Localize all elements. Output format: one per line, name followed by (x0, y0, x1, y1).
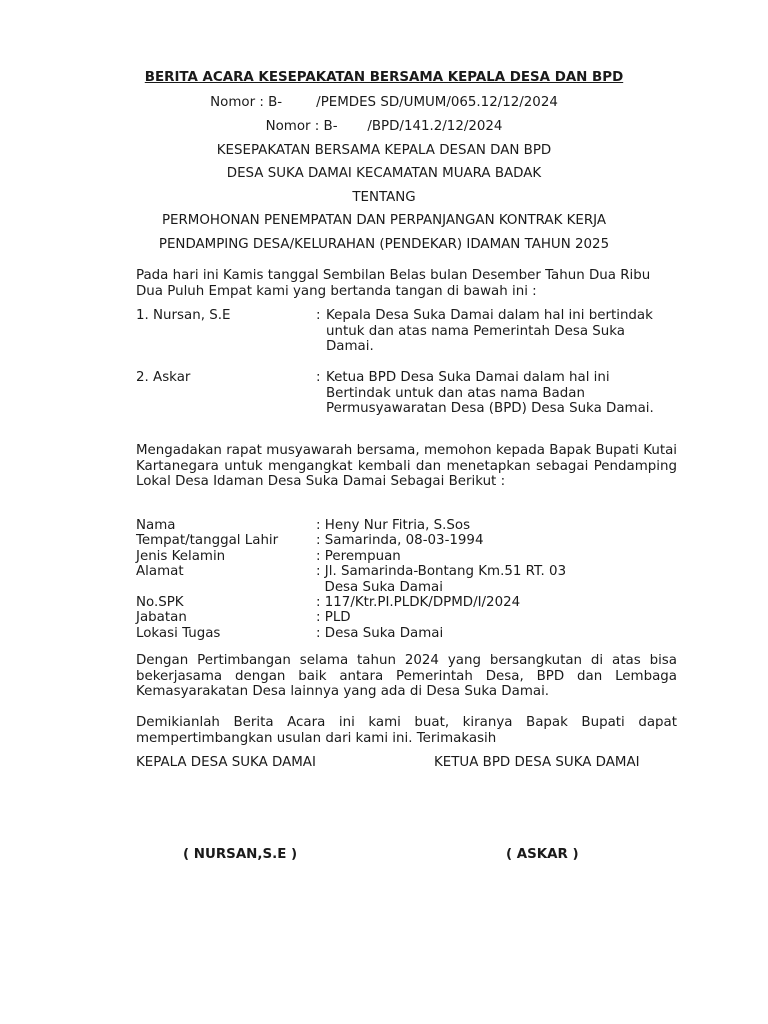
identity-value: Desa Suka Damai (316, 579, 443, 595)
intro-paragraph: Pada hari ini Kamis tanggal Sembilan Belas bulan Desember Tahun Dua Ribu Dua Puluh Empat kami yang bertanda tangan di bawah ini : (136, 268, 651, 299)
member-separator: : (316, 370, 321, 385)
identity-label: Alamat (136, 564, 184, 580)
member-role: Kepala Desa Suka Damai dalam hal ini bertindak untuk dan atas nama Pemerintah Desa Suka Damai. (326, 308, 653, 354)
nomor-pemdes: Nomor : B- /PEMDES SD/UMUM/065.12/12/2024 (210, 95, 558, 110)
member-separator: : (316, 308, 321, 323)
nomor-bpd: Nomor : B- /BPD/141.2/12/2024 (265, 119, 503, 134)
request-paragraph: Mengadakan rapat musyawarah bersama, memohon kepada Bapak Bupati Kutai Kartanegara untuk mengangkat kembali dan menetapkan sebagai Pendamping Lokal Desa Idaman Desa Suka Damai Sebagai Berikut : (136, 443, 677, 489)
member-label: 1. Nursan, S.E (136, 308, 231, 323)
identity-label: Jenis Kelamin (136, 548, 226, 564)
identity-value: : PLD (316, 610, 351, 626)
identity-label: Jabatan (136, 610, 187, 626)
member-role: Ketua BPD Desa Suka Damai dalam hal ini Bertindak untuk dan atas nama Badan Permusyawaratan Desa (BPD) Desa Suka Damai. (326, 370, 654, 416)
closing-paragraph: Demikianlah Berita Acara ini kami buat, kiranya Bapak Bupati dapat mempertimbangkan usulan dari kami ini. Terimakasih (136, 715, 677, 746)
heading-line: KESEPAKATAN BERSAMA KEPALA DESAN DAN BPD (216, 143, 552, 158)
signature-name-kepala-desa: ( NURSAN,S.E ) (183, 847, 298, 862)
identity-label: Tempat/tanggal Lahir (136, 533, 279, 549)
identity-value: : Jl. Samarinda-Bontang Km.51 RT. 03 (316, 564, 567, 580)
identity-label: Nama (136, 518, 176, 533)
signature-name-ketua-bpd: ( ASKAR ) (506, 847, 579, 862)
heading-line: TENTANG (352, 190, 416, 205)
identity-value: : Perempuan (316, 548, 401, 564)
signature-title-kepala-desa: KEPALA DESA SUKA DAMAI (136, 755, 316, 770)
heading-line: PERMOHONAN PENEMPATAN DAN PERPANJANGAN KONTRAK KERJA (161, 213, 607, 228)
identity-label: Lokasi Tugas (136, 625, 221, 641)
identity-value: : Samarinda, 08-03-1994 (316, 533, 484, 549)
identity-value: : Heny Nur Fitria, S.Sos (316, 518, 471, 533)
consideration-paragraph: Dengan Pertimbangan selama tahun 2024 yang bersangkutan di atas bisa bekerjasama dengan baik antara Pemerintah Desa, BPD dan Lembaga Kemasyarakatan Desa lainnya yang ada di Desa Suka Damai. (136, 653, 677, 699)
member-label: 2. Askar (136, 370, 191, 385)
identity-value: : 117/Ktr.PI.PLDK/DPMD/I/2024 (316, 595, 521, 610)
document-title: BERITA ACARA KESEPAKATAN BERSAMA KEPALA DESA DAN BPD (144, 70, 624, 85)
heading-line: PENDAMPING DESA/KELURAHAN (PENDEKAR) IDAMAN TAHUN 2025 (158, 237, 610, 252)
identity-label: No.SPK (136, 595, 184, 610)
signature-title-ketua-bpd: KETUA BPD DESA SUKA DAMAI (434, 755, 640, 770)
heading-line: DESA SUKA DAMAI KECAMATAN MUARA BADAK (226, 166, 542, 181)
identity-value: : Desa Suka Damai (316, 625, 444, 641)
